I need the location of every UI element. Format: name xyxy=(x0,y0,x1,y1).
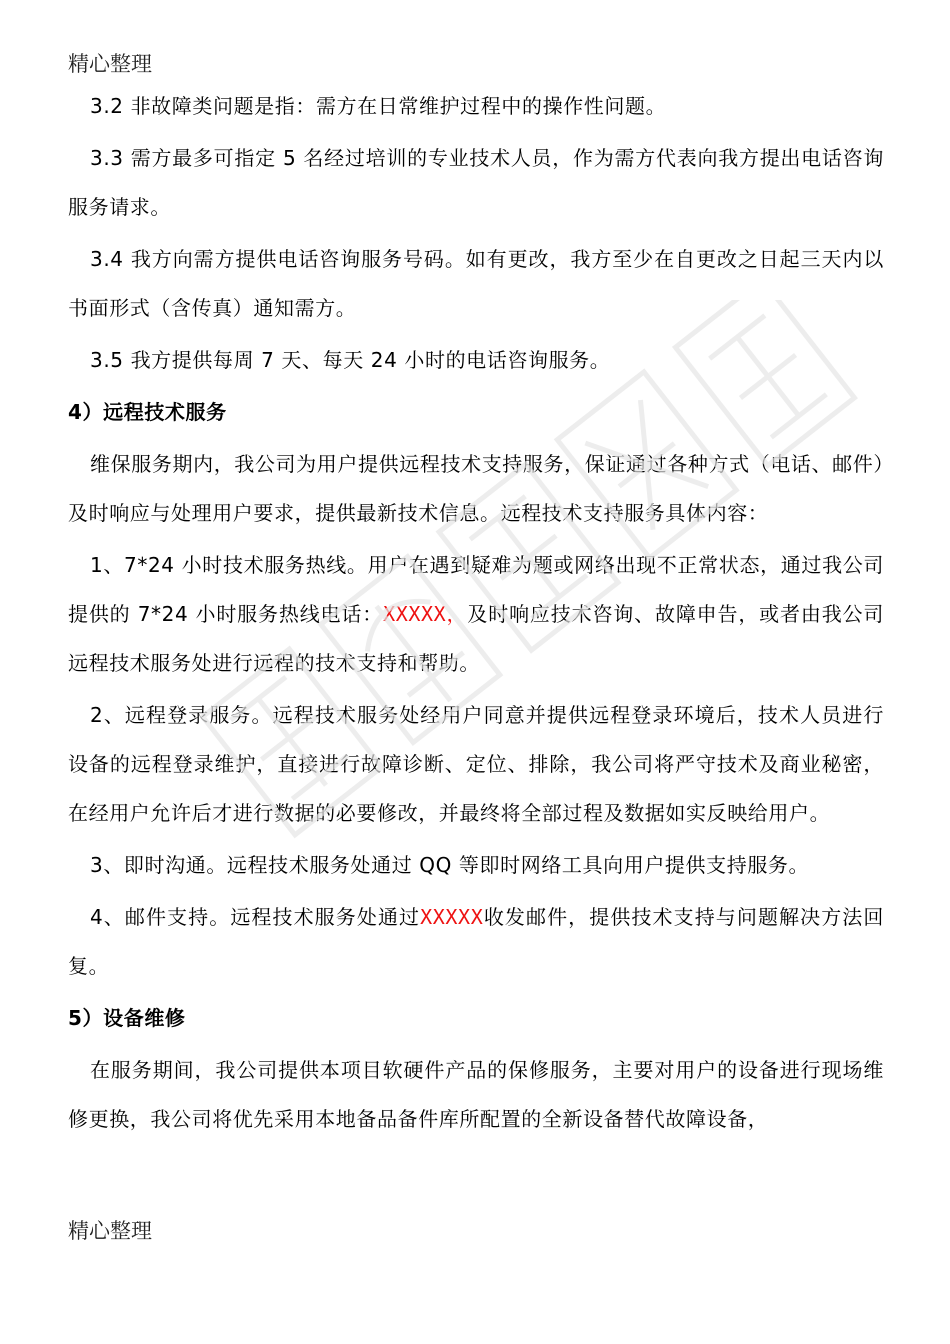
section-4-heading: 4）远程技术服务 xyxy=(68,400,227,424)
section-4-item-4 xyxy=(68,893,884,991)
item-4-text-a: 4、邮件支持。远程技术服务处通过 xyxy=(90,905,421,929)
section-5-heading: 5）设备维修 xyxy=(68,1006,186,1030)
email-address: XXXXX xyxy=(420,905,484,929)
item-1-text-b: 及时响应技术咨询、故障申告，或者由我公司远程技术服务处进行远程的技术支持和帮助。 xyxy=(68,602,884,675)
paragraph-3-3: 3.3 需方最多可指定 5 名经过培训的专业技术人员，作为需方代表向我方提出电话咨询服务请求。 xyxy=(68,146,884,219)
paragraph-3-2: 3.2 非故障类问题是指：需方在日常维护过程中的操作性问题。 xyxy=(90,94,667,118)
section-4-item-2: 2、远程登录服务。远程技术服务处经用户同意并提供远程登录环境后，技术人员进行设备的远程登录维护，直接进行故障诊断、定位、排除，我公司将严守技术及商业秘密，在经用户允许后才进行数据的必要修改，并最终将全部过程及数据如实反映给用户。 xyxy=(68,703,884,825)
page-footer: 精心整理 xyxy=(68,1219,152,1243)
hotline-number: XXXXX， xyxy=(383,602,468,626)
paragraph-3-5: 3.5 我方提供每周 7 天、每天 24 小时的电话咨询服务。 xyxy=(90,348,611,372)
section-5-intro: 在服务期间，我公司提供本项目软硬件产品的保修服务，主要对用户的设备进行现场维修更换，我公司将优先采用本地备品备件库所配置的全新设备替代故障设备， xyxy=(68,1058,884,1131)
item-4-text-b: 收发邮件，提供技术支持与问题解决方法回复。 xyxy=(68,905,884,978)
page-header: 精心整理 xyxy=(68,52,152,76)
document-body xyxy=(68,82,884,1147)
section-4-item-3: 3、即时沟通。远程技术服务处通过 QQ 等即时网络工具向用户提供支持服务。 xyxy=(90,853,810,877)
section-4-item-1 xyxy=(68,541,884,688)
item-1-text-a: 1、7*24 小时技术服务热线。用户在遇到疑难为题或网络出现不正常状态，通过我公司提供的 7*24 小时服务热线电话： xyxy=(68,553,884,626)
paragraph-3-4: 3.4 我方向需方提供电话咨询服务号码。如有更改，我方至少在自更改之日起三天内以书面形式（含传真）通知需方。 xyxy=(68,247,884,320)
section-4-intro: 维保服务期内，我公司为用户提供远程技术支持服务，保证通过各种方式（电话、邮件）及时响应与处理用户要求，提供最新技术信息。远程技术支持服务具体内容： xyxy=(68,452,884,525)
